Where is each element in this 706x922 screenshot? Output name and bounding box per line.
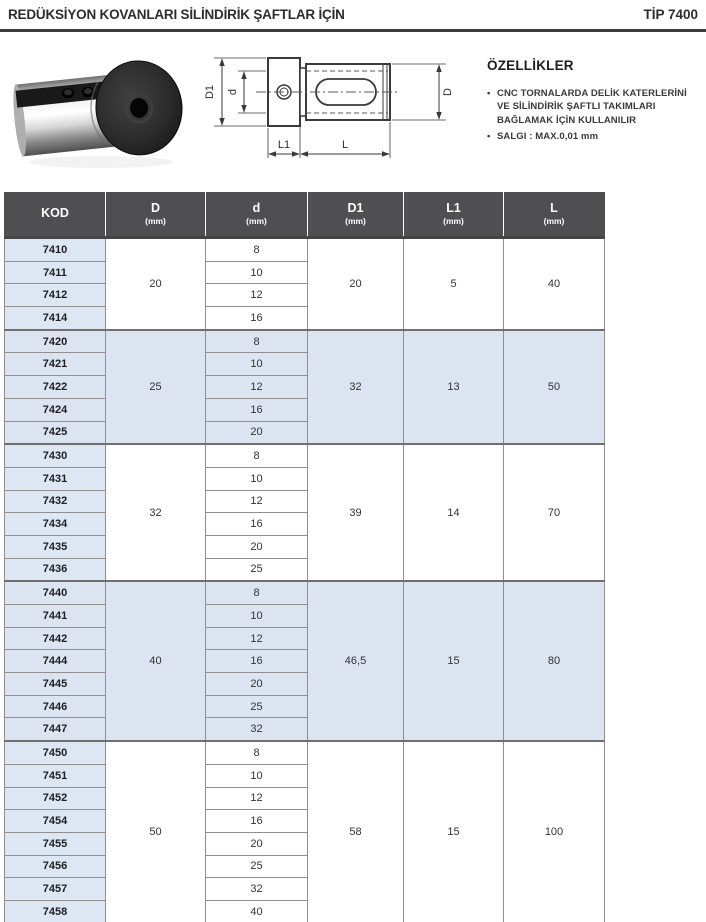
feature-item: • SALGI : MAX.0,01 mm (487, 130, 701, 143)
dim-label-d: d (227, 88, 239, 96)
cell-kod: 7422 (5, 376, 106, 399)
cell-d: 8 (206, 741, 308, 764)
cell-d: 8 (206, 238, 308, 262)
cell-kod: 7458 (5, 900, 106, 922)
product-photo (6, 46, 194, 174)
cell-L1: 14 (404, 444, 504, 581)
spec-table-wrap (4, 192, 604, 922)
cell-D1: 58 (308, 741, 404, 922)
cell-d: 12 (206, 376, 308, 399)
dim-label-D: D (442, 88, 454, 96)
cell-L1: 15 (404, 741, 504, 922)
cell-d: 12 (206, 490, 308, 513)
cell-d: 25 (206, 558, 308, 581)
cell-kod: 7445 (5, 673, 106, 696)
dim-label-L: L (341, 139, 349, 151)
cell-kod: 7431 (5, 467, 106, 490)
cell-D: 40 (106, 581, 206, 741)
cell-kod: 7424 (5, 398, 106, 421)
cell-kod: 7451 (5, 764, 106, 787)
cell-kod: 7442 (5, 627, 106, 650)
col-header-label: KOD (41, 206, 69, 221)
cell-d: 16 (206, 307, 308, 330)
dim-label-l1: L1 (277, 139, 291, 151)
features-list (487, 87, 701, 143)
cell-kod: 7440 (5, 581, 106, 604)
cell-d: 12 (206, 627, 308, 650)
col-header-unit: (mm) (543, 215, 565, 226)
cell-D1: 32 (308, 330, 404, 444)
cell-kod: 7434 (5, 513, 106, 536)
cell-kod: 7447 (5, 718, 106, 741)
cell-L1: 5 (404, 238, 504, 330)
cell-d: 16 (206, 398, 308, 421)
cell-kod: 7450 (5, 741, 106, 764)
cell-d: 10 (206, 353, 308, 376)
cell-kod: 7436 (5, 558, 106, 581)
cell-d: 12 (206, 787, 308, 810)
cell-d: 10 (206, 467, 308, 490)
cell-L: 100 (504, 741, 605, 922)
technical-drawing (198, 44, 462, 176)
cell-d: 16 (206, 810, 308, 833)
dim-label-d1: D1 (204, 84, 216, 100)
feature-item: • CNC TORNALARDA DELİK KATERLERİNİ VE SİLİNDİRİK ŞAFTLI TAKIMLARI BAĞLAMAK İÇİN KULLANILIR (487, 87, 701, 127)
technical-drawing-image (198, 44, 462, 176)
cell-kod: 7420 (5, 330, 106, 353)
table-header-row (5, 192, 605, 238)
cell-L: 40 (504, 238, 605, 330)
cell-d: 8 (206, 330, 308, 353)
cell-kod: 7410 (5, 238, 106, 262)
col-header-L (504, 192, 605, 238)
table-row (5, 444, 605, 467)
cell-kod: 7452 (5, 787, 106, 810)
cell-d: 10 (206, 261, 308, 284)
title-bar (0, 0, 706, 34)
cell-kod: 7412 (5, 284, 106, 307)
cell-L1: 15 (404, 581, 504, 741)
cell-d: 25 (206, 695, 308, 718)
col-header-label: L (550, 201, 558, 216)
cell-D1: 39 (308, 444, 404, 581)
col-header-unit: (mm) (443, 215, 464, 226)
col-header-label: d (252, 201, 261, 216)
features-section (487, 58, 701, 146)
cell-d: 12 (206, 284, 308, 307)
cell-kod: 7425 (5, 421, 106, 444)
cell-d: 40 (206, 900, 308, 922)
cell-D: 25 (106, 330, 206, 444)
title-rule (0, 29, 706, 32)
cell-L: 50 (504, 330, 605, 444)
cell-d: 20 (206, 421, 308, 444)
col-header-unit: (mm) (145, 215, 166, 226)
cell-d: 16 (206, 513, 308, 536)
cell-D1: 20 (308, 238, 404, 330)
cell-kod: 7411 (5, 261, 106, 284)
col-header-unit: (mm) (246, 215, 267, 226)
table-row (5, 581, 605, 604)
cell-kod: 7444 (5, 650, 106, 673)
cell-kod: 7456 (5, 855, 106, 878)
cell-L: 80 (504, 581, 605, 741)
cell-kod: 7446 (5, 695, 106, 718)
cell-D: 32 (106, 444, 206, 581)
cell-kod: 7454 (5, 810, 106, 833)
cell-d: 32 (206, 718, 308, 741)
col-header-d (206, 192, 308, 238)
col-header-D1 (308, 192, 404, 238)
cell-d: 20 (206, 535, 308, 558)
spec-table (4, 192, 605, 922)
col-header-label: D (150, 201, 161, 216)
cell-d: 32 (206, 878, 308, 901)
cell-L: 70 (504, 444, 605, 581)
table-row (5, 741, 605, 764)
cell-D: 20 (106, 238, 206, 330)
cell-kod: 7414 (5, 307, 106, 330)
cell-d: 16 (206, 650, 308, 673)
page-title: REDÜKSİYON KOVANLARI SİLİNDİRİK ŞAFTLAR İÇİN (8, 7, 345, 22)
table-row (5, 238, 605, 262)
cell-d: 25 (206, 855, 308, 878)
col-header-kod (5, 192, 106, 238)
type-label: TİP 7400 (643, 7, 698, 22)
col-header-label: L1 (446, 201, 461, 216)
cell-kod: 7457 (5, 878, 106, 901)
cell-D: 50 (106, 741, 206, 922)
cell-D1: 46,5 (308, 581, 404, 741)
cell-d: 10 (206, 764, 308, 787)
cell-d: 10 (206, 605, 308, 628)
table-body (5, 238, 605, 922)
cell-d: 8 (206, 444, 308, 467)
cell-kod: 7441 (5, 605, 106, 628)
cell-d: 20 (206, 673, 308, 696)
col-header-unit: (mm) (345, 215, 366, 226)
cell-kod: 7432 (5, 490, 106, 513)
col-header-label: D1 (347, 201, 364, 216)
features-title: ÖZELLİKLER (487, 58, 574, 73)
cell-d: 20 (206, 832, 308, 855)
cell-kod: 7430 (5, 444, 106, 467)
col-header-D (106, 192, 206, 238)
cell-kod: 7455 (5, 832, 106, 855)
cell-L1: 13 (404, 330, 504, 444)
cell-d: 8 (206, 581, 308, 604)
col-header-L1 (404, 192, 504, 238)
cell-kod: 7435 (5, 535, 106, 558)
table-row (5, 330, 605, 353)
product-photo-image (6, 46, 194, 174)
cell-kod: 7421 (5, 353, 106, 376)
